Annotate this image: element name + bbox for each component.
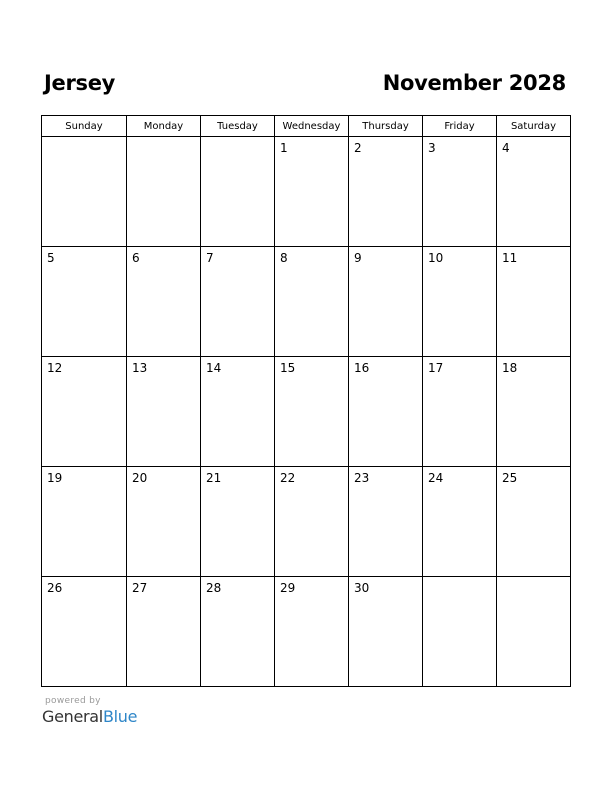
day-number: 6	[132, 251, 140, 265]
day-cell	[127, 357, 201, 467]
weekday-sunday: Sunday	[42, 116, 127, 137]
day-number: 17	[428, 361, 444, 375]
day-number: 24	[428, 471, 444, 485]
day-number: 11	[502, 251, 518, 265]
brand-blue-text: Blue	[102, 707, 138, 726]
day-number	[127, 137, 200, 141]
day-cell	[201, 467, 275, 577]
day-cell	[497, 577, 571, 687]
day-number: 27	[132, 581, 148, 595]
day-cell	[423, 467, 497, 577]
day-cell	[349, 247, 423, 357]
day-cell	[497, 467, 571, 577]
day-cell	[42, 247, 127, 357]
week-row	[42, 357, 571, 467]
day-number: 4	[502, 141, 510, 155]
day-cell	[497, 247, 571, 357]
day-cell	[42, 577, 127, 687]
week-row	[42, 137, 571, 247]
day-cell	[275, 137, 349, 247]
powered-by-text: powered by	[45, 696, 101, 706]
day-cell	[275, 467, 349, 577]
day-cell	[127, 137, 201, 247]
day-cell	[42, 467, 127, 577]
day-cell	[423, 357, 497, 467]
day-number: 29	[280, 581, 296, 595]
day-number: 1	[280, 141, 288, 155]
day-cell	[423, 137, 497, 247]
weekday-friday: Friday	[423, 116, 497, 137]
day-number: 2	[354, 141, 362, 155]
day-number: 22	[280, 471, 296, 485]
day-number: 3	[428, 141, 436, 155]
day-number: 12	[47, 361, 63, 375]
footer-branding	[42, 696, 137, 726]
day-cell	[423, 577, 497, 687]
day-number: 20	[132, 471, 148, 485]
day-cell	[497, 137, 571, 247]
day-number: 21	[206, 471, 222, 485]
day-cell	[275, 577, 349, 687]
day-cell	[497, 357, 571, 467]
day-number: 28	[206, 581, 222, 595]
day-number: 5	[47, 251, 55, 265]
day-cell	[201, 357, 275, 467]
day-number: 7	[206, 251, 214, 265]
weekday-header-row	[42, 116, 571, 137]
day-number: 18	[502, 361, 518, 375]
day-number: 19	[47, 471, 63, 485]
day-number: 23	[354, 471, 370, 485]
day-number: 16	[354, 361, 370, 375]
day-number	[497, 577, 570, 581]
day-number	[423, 577, 496, 581]
weekday-tuesday: Tuesday	[201, 116, 275, 137]
day-cell	[349, 577, 423, 687]
weekday-monday: Monday	[127, 116, 201, 137]
day-cell	[127, 577, 201, 687]
day-number: 30	[354, 581, 370, 595]
day-number: 26	[47, 581, 63, 595]
weekday-saturday: Saturday	[497, 116, 571, 137]
day-number: 9	[354, 251, 362, 265]
day-number: 8	[280, 251, 288, 265]
day-cell	[349, 357, 423, 467]
day-cell	[201, 137, 275, 247]
week-row	[42, 577, 571, 687]
day-cell	[275, 247, 349, 357]
week-row	[42, 247, 571, 357]
brand-logo	[42, 707, 137, 726]
day-cell	[201, 577, 275, 687]
day-cell	[349, 467, 423, 577]
day-cell	[275, 357, 349, 467]
day-cell	[127, 467, 201, 577]
week-row	[42, 467, 571, 577]
day-cell	[201, 247, 275, 357]
day-number: 10	[428, 251, 444, 265]
day-number: 13	[132, 361, 148, 375]
day-cell	[42, 137, 127, 247]
day-number: 14	[206, 361, 222, 375]
day-number	[201, 137, 274, 141]
day-cell	[42, 357, 127, 467]
calendar-grid	[41, 115, 571, 687]
month-year-title: November 2028	[382, 71, 566, 95]
country-title: Jersey	[44, 71, 116, 95]
day-cell	[349, 137, 423, 247]
day-number: 25	[502, 471, 518, 485]
weekday-thursday: Thursday	[349, 116, 423, 137]
day-cell	[423, 247, 497, 357]
weekday-wednesday: Wednesday	[275, 116, 349, 137]
day-cell	[127, 247, 201, 357]
brand-general-text: General	[42, 707, 103, 726]
day-number	[42, 137, 126, 141]
day-number: 15	[280, 361, 296, 375]
